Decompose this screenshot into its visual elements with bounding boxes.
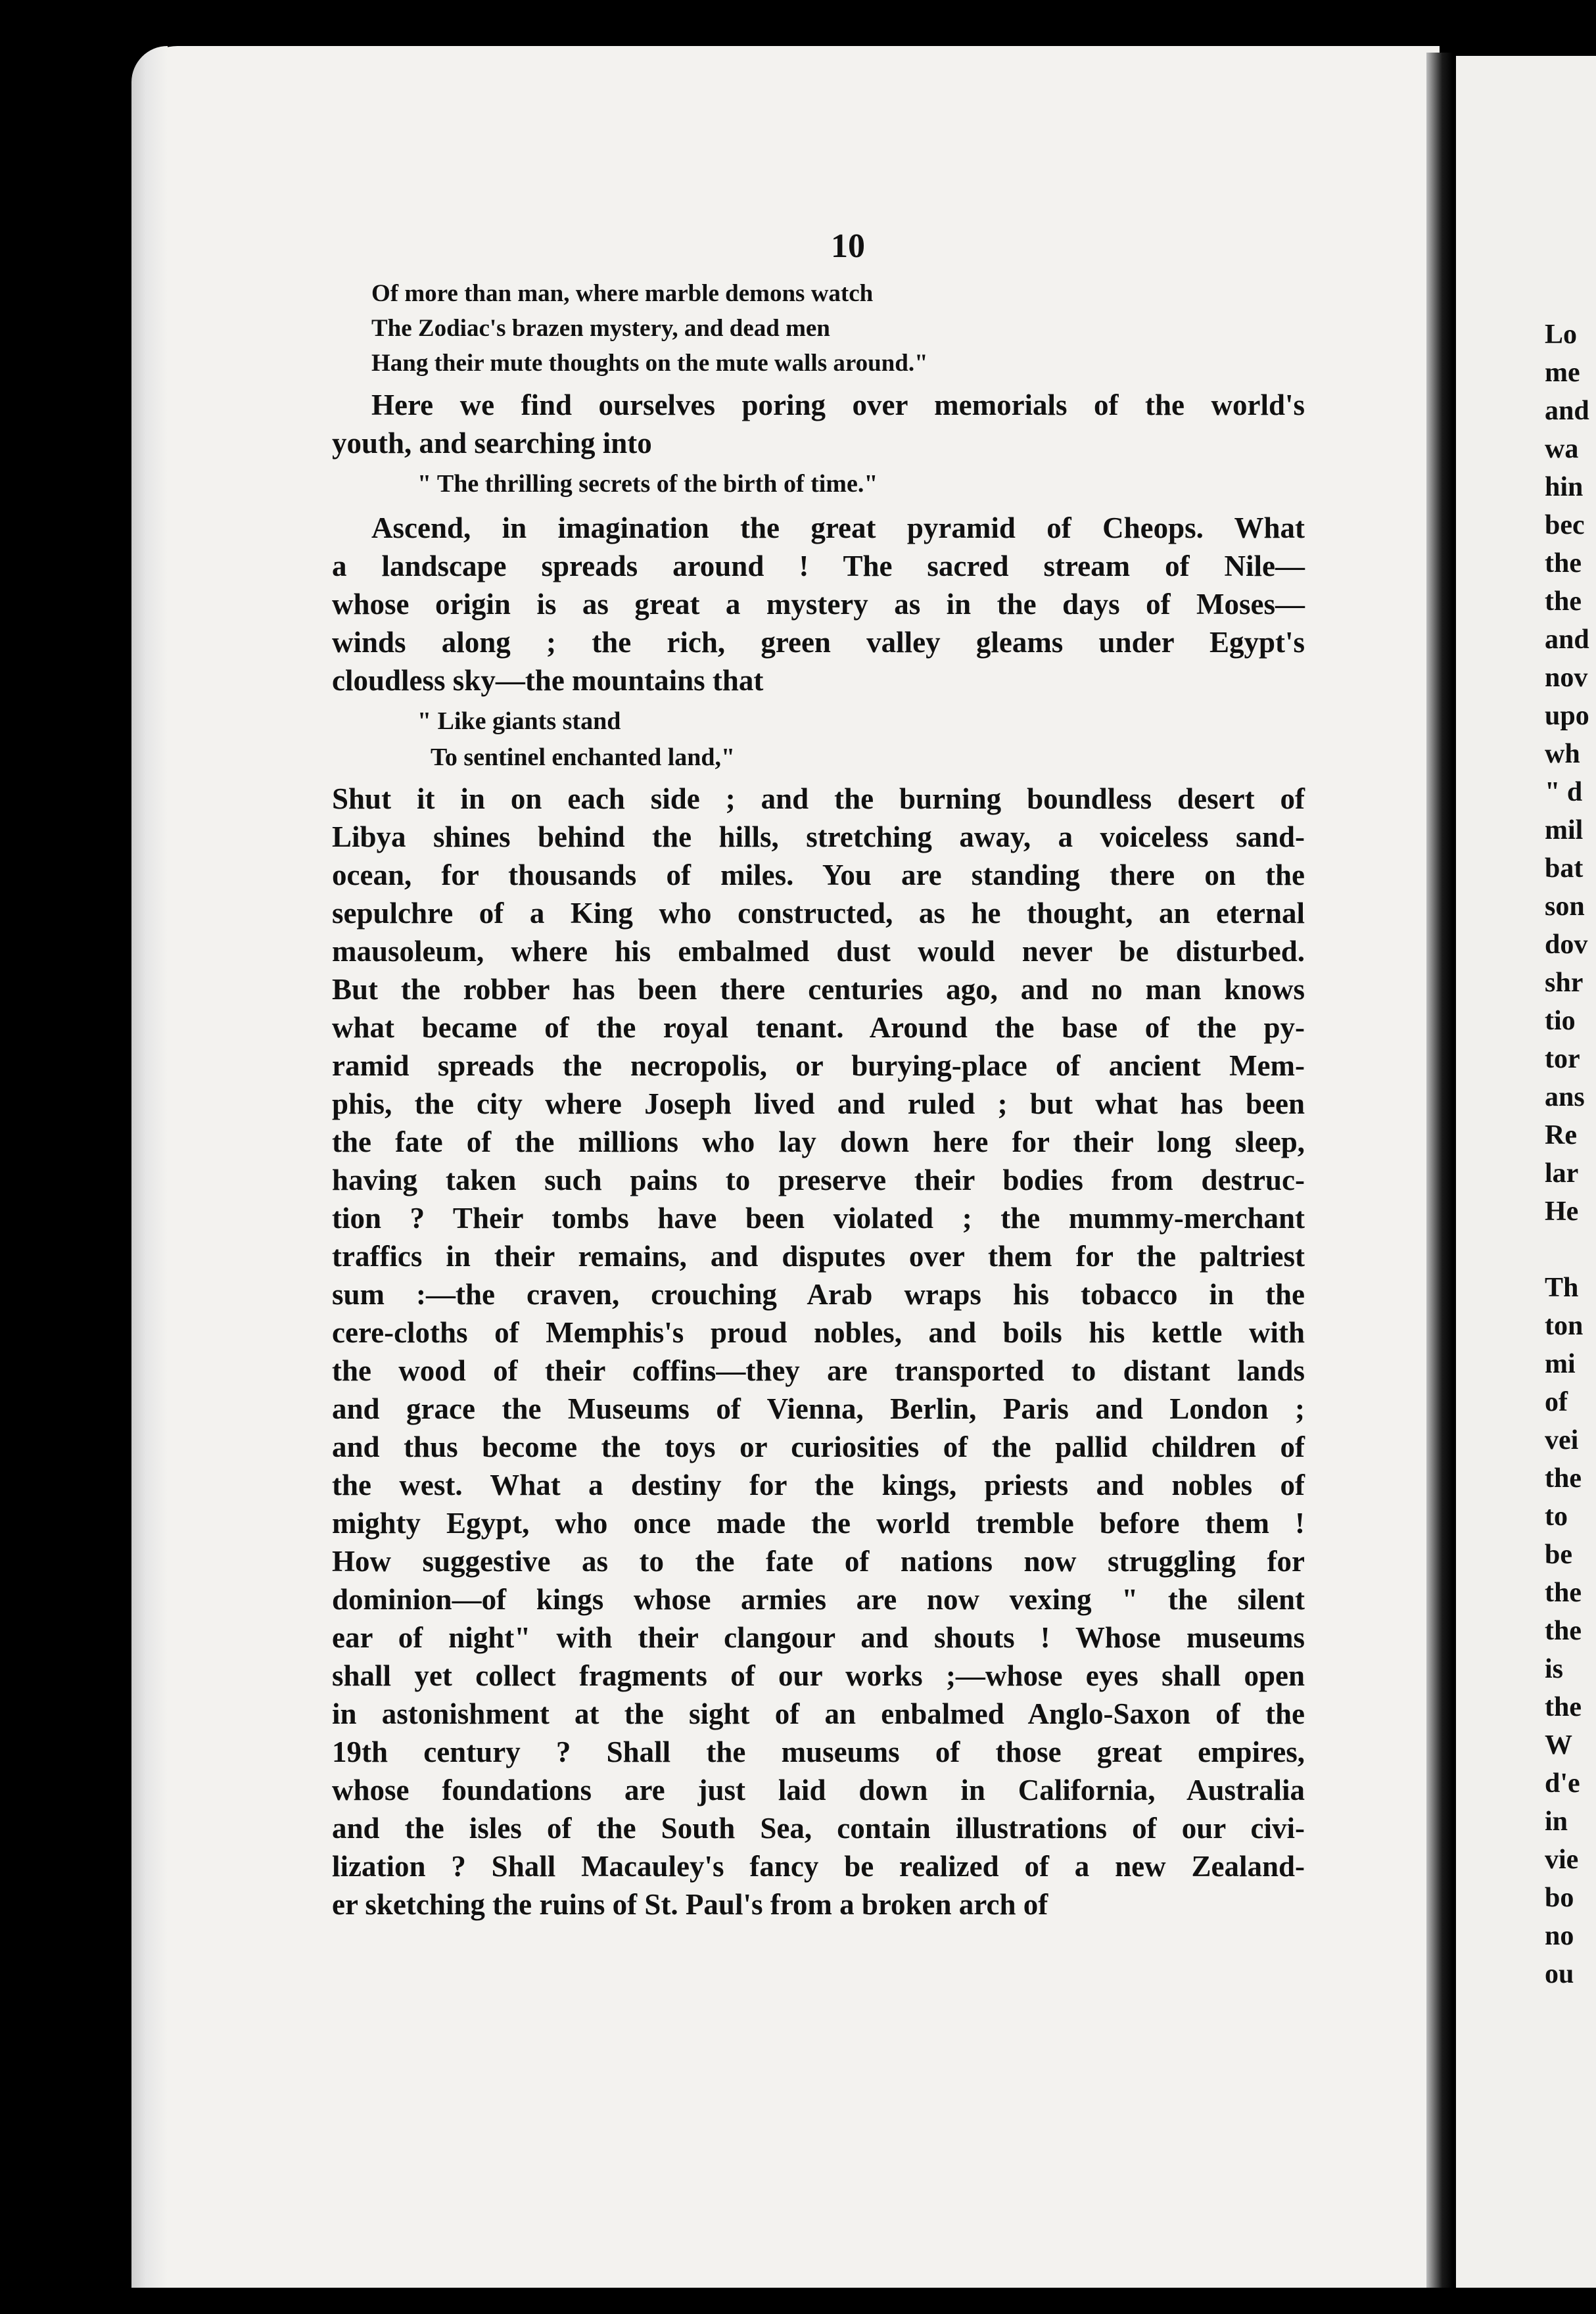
facing-page-fragment: He — [1545, 1196, 1579, 1227]
text-line: ramid spreads the necropolis, or burying-place of ancient Mem- — [332, 1049, 1305, 1082]
verse-line: Hang their mute thoughts on the mute walls around." — [371, 350, 928, 377]
opening-verse — [332, 276, 1305, 381]
facing-page-fragment: me — [1545, 358, 1580, 388]
facing-page-fragment: dov — [1545, 930, 1588, 960]
quote-line: To sentinel enchanted land," — [431, 744, 736, 771]
text-line: a landscape spreads around ! The sacred stream of Nile— — [332, 550, 1305, 582]
facing-page-fragment: Lo — [1545, 319, 1578, 350]
text-line: Libya shines behind the hills, stretching away, a voiceless sand- — [332, 820, 1305, 853]
text-line: and the isles of the South Sea, contain illustrations of our civi- — [332, 1812, 1305, 1845]
facing-page-fragment: tor — [1545, 1044, 1580, 1074]
facing-page-fragment: W — [1545, 1730, 1572, 1760]
facing-page-fragment: mil — [1545, 815, 1584, 845]
text-line: cloudless sky—the mountains that — [332, 664, 764, 697]
text-line: whose foundations are just laid down in California, Australia — [332, 1774, 1305, 1806]
facing-page-fragment: no — [1545, 1921, 1574, 1951]
text-line: Ascend, in imagination the great pyramid of Cheops. What — [371, 511, 1305, 544]
quote-line: " The thrilling secrets of the birth of time." — [417, 470, 878, 498]
facing-page-fragment: the — [1545, 1692, 1582, 1722]
facing-page-fragment: the — [1545, 1616, 1582, 1646]
text-line: dominion—of kings whose armies are now vexing " the silent — [332, 1583, 1305, 1616]
text-line: Here we find ourselves poring over memorials of the world's — [371, 389, 1305, 421]
text-line: mausoleum, where his embalmed dust would never be disturbed. — [332, 935, 1305, 968]
text-line: Shut it in on each side ; and the burning boundless desert of — [332, 782, 1305, 815]
facing-page-fragment: bat — [1545, 853, 1584, 884]
facing-page-fragment: ou — [1545, 1959, 1574, 1989]
facing-page-fragment: bec — [1545, 510, 1585, 540]
facing-page-text — [1545, 316, 1596, 1993]
facing-page-fragment: vei — [1545, 1425, 1579, 1455]
quote-line: " Like giants stand — [417, 707, 621, 735]
facing-page-fragment: son — [1545, 891, 1585, 922]
facing-page-fragment: the — [1545, 1578, 1582, 1608]
text-line: the fate of the millions who lay down here for their long sleep, — [332, 1125, 1305, 1158]
text-line: cere-cloths of Memphis's proud nobles, and boils his kettle with — [332, 1316, 1305, 1349]
facing-page-fragment: shr — [1545, 968, 1584, 998]
text-line: phis, the city where Joseph lived and ruled ; but what has been — [332, 1087, 1305, 1120]
text-line: and grace the Museums of Vienna, Berlin, Paris and London ; — [332, 1392, 1305, 1425]
page-number: 10 — [831, 227, 865, 265]
text-line: How suggestive as to the fate of nations now struggling for — [332, 1545, 1305, 1578]
facing-page-fragment: bo — [1545, 1883, 1574, 1913]
facing-page-fragment — [1545, 1231, 1596, 1269]
facing-page-fragment: of — [1545, 1387, 1568, 1417]
facing-page-fragment: is — [1545, 1654, 1564, 1684]
text-line: youth, and searching into — [332, 427, 652, 460]
facing-page-fragment: hin — [1545, 472, 1584, 502]
text-line: er sketching the ruins of St. Paul's from a broken arch of — [332, 1888, 1048, 1921]
page-body — [332, 276, 1305, 1924]
facing-page-fragment: ans — [1545, 1082, 1585, 1112]
facing-page-fragment: to — [1545, 1501, 1568, 1532]
text-line: traffics in their remains, and disputes over them for the paltriest — [332, 1240, 1305, 1273]
text-line: in astonishment at the sight of an enbalmed Anglo-Saxon of the — [332, 1697, 1305, 1730]
text-line: winds along ; the rich, green valley gleams under Egypt's — [332, 626, 1305, 659]
facing-page-fragment: in — [1545, 1806, 1568, 1837]
verse-line: Of more than man, where marble demons watch — [371, 280, 874, 307]
facing-page-fragment: the — [1545, 586, 1582, 617]
text-line: tion ? Their tombs have been violated ; the mummy-merchant — [332, 1202, 1305, 1235]
book-gutter — [1426, 53, 1453, 2288]
facing-page-fragment: wa — [1545, 434, 1579, 464]
text-line: shall yet collect fragments of our works ;—whose eyes shall open — [332, 1659, 1305, 1692]
facing-page-fragment: " d — [1545, 777, 1583, 807]
quote-2 — [332, 703, 1305, 776]
facing-page-fragment: lar — [1545, 1158, 1579, 1189]
facing-page-fragment: Re — [1545, 1120, 1577, 1150]
facing-page-fragment: nov — [1545, 663, 1588, 693]
facing-page-fragment: and — [1545, 625, 1589, 655]
text-line: sepulchre of a King who constructed, as he thought, an eternal — [332, 897, 1305, 930]
text-line: ocean, for thousands of miles. You are standing there on the — [332, 859, 1305, 891]
facing-page-fragment: tio — [1545, 1006, 1576, 1036]
verse-line: The Zodiac's brazen mystery, and dead men — [371, 315, 830, 342]
facing-page-fragment: ton — [1545, 1311, 1584, 1341]
facing-page-fragment: vie — [1545, 1845, 1579, 1875]
text-line: But the robber has been there centuries ago, and no man knows — [332, 973, 1305, 1006]
text-line: 19th century ? Shall the museums of those great empires, — [332, 1736, 1305, 1768]
facing-page-fragment: d'e — [1545, 1768, 1580, 1799]
facing-page-fragment: the — [1545, 1463, 1582, 1494]
text-line: what became of the royal tenant. Around the base of the py- — [332, 1011, 1305, 1044]
text-line: sum :—the craven, crouching Arab wraps his tobacco in the — [332, 1278, 1305, 1311]
quote-1 — [332, 466, 1305, 502]
paragraph-1 — [332, 386, 1305, 462]
facing-page-fragment: wh — [1545, 739, 1580, 769]
facing-page-fragment: Th — [1545, 1273, 1579, 1303]
facing-page-fragment: and — [1545, 396, 1589, 426]
facing-page-fragment: upo — [1545, 701, 1589, 731]
facing-page-fragment: mi — [1545, 1349, 1576, 1379]
paragraph-3 — [332, 780, 1305, 1924]
page-edge-shadow — [131, 46, 168, 2288]
text-line: ear of night" with their clangour and shouts ! Whose museums — [332, 1621, 1305, 1654]
facing-page-fragment: the — [1545, 548, 1582, 578]
text-line: mighty Egypt, who once made the world tremble before them ! — [332, 1507, 1305, 1540]
text-line: the wood of their coffins—they are transported to distant lands — [332, 1354, 1305, 1387]
text-line: and thus become the toys or curiosities of the pallid children of — [332, 1430, 1305, 1463]
text-line: the west. What a destiny for the kings, priests and nobles of — [332, 1469, 1305, 1501]
text-line: having taken such pains to preserve their bodies from destruc- — [332, 1164, 1305, 1196]
text-line: whose origin is as great a mystery as in the days of Moses— — [332, 588, 1305, 621]
text-line: lization ? Shall Macauley's fancy be realized of a new Zealand- — [332, 1850, 1305, 1883]
paragraph-2 — [332, 509, 1305, 699]
facing-page-fragment: be — [1545, 1540, 1572, 1570]
